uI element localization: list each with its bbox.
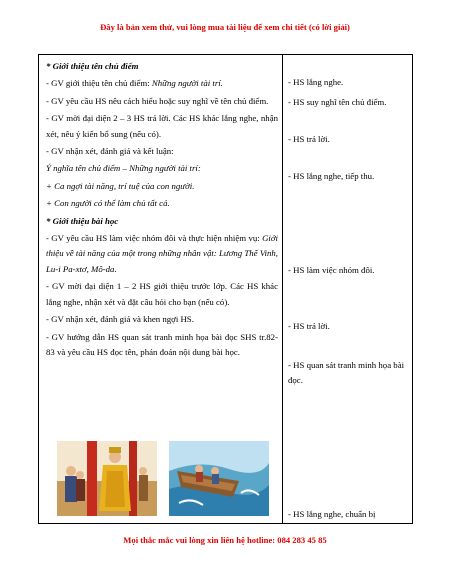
section-heading-topic: * Giới thiệu tên chủ điểm [46, 61, 139, 71]
task-description: Giới thiệu về tài năng của một trong những nhân vật: Lương Thế Vinh, Lu-i Pa-xtơ, Mô-da. [46, 233, 278, 274]
student-line: - HS suy nghĩ tên chủ điểm. [288, 97, 387, 107]
student-line: - HS lắng nghe. [288, 77, 344, 87]
teacher-line: - GV hướng dẫn HS quan sát tranh minh họa bài đọc SHS tr.82-83 và yêu cầu HS đọc tên, phán đoán nội dung bài học. [46, 331, 278, 357]
hotline-contact-banner: Mọi thắc mắc vui lòng xin liên hệ hotline: 084 283 45 85 [123, 535, 327, 545]
topic-name: Những người tài trí. [151, 78, 223, 89]
preview-notice-banner: Đây là bản xem thử, vui lòng mua tài liệu để xem chi tiết (có lời giải) [100, 22, 350, 32]
boat-scene-illustration [169, 441, 269, 516]
teacher-line [46, 76, 278, 91]
student-line: - HS lắng nghe, chuẩn bị [288, 509, 376, 519]
student-line: - HS trả lời. [288, 321, 330, 331]
student-line: - HS quan sát tranh minh họa bài đọc. [288, 360, 405, 386]
court-scene-illustration [57, 441, 157, 516]
teacher-line: - GV nhận xét, đánh giá và khen ngợi HS. [46, 314, 194, 325]
teacher-line-text: - GV yêu cầu HS làm việc nhóm đôi và thực hiện nhiệm vụ: [46, 233, 263, 244]
topic-meaning-point: + Con người có thể làm chủ tất cả. [46, 198, 170, 209]
teacher-line-text: - GV giới thiệu tên chủ điểm: [46, 78, 152, 89]
teacher-line: - GV yêu cầu HS nêu cách hiểu hoặc suy nghĩ về tên chủ điểm. [46, 95, 269, 106]
teacher-line: - GV mời đại diện 2 – 3 HS trả lời. Các HS khác lắng nghe, nhận xét, nêu ý kiến bổ sung (nếu có). [46, 113, 278, 139]
section-heading-lesson: * Giới thiệu bài học [46, 215, 119, 226]
student-line: - HS lắng nghe, tiếp thu. [288, 171, 375, 181]
teacher-line: - GV nhận xét, đánh giá và kết luận: [46, 146, 174, 157]
student-line: - HS trả lời. [288, 134, 330, 144]
student-line: - HS làm việc nhóm đôi. [288, 265, 375, 275]
topic-meaning-point: + Ca ngợi tài năng, trí tuệ của con người. [46, 180, 195, 191]
teacher-activities-column [46, 59, 278, 362]
topic-meaning-title: Ý nghĩa tên chủ điểm – Những người tài trí: [46, 163, 201, 174]
teacher-line: - GV mời đại diện 1 – 2 HS giới thiệu trước lớp. Các HS khác lắng nghe, nhận xét và đặt câu hỏi cho bạn (nếu có). [46, 281, 278, 307]
teacher-line [46, 231, 278, 277]
lesson-plan-table [38, 54, 413, 524]
column-divider [282, 55, 283, 523]
